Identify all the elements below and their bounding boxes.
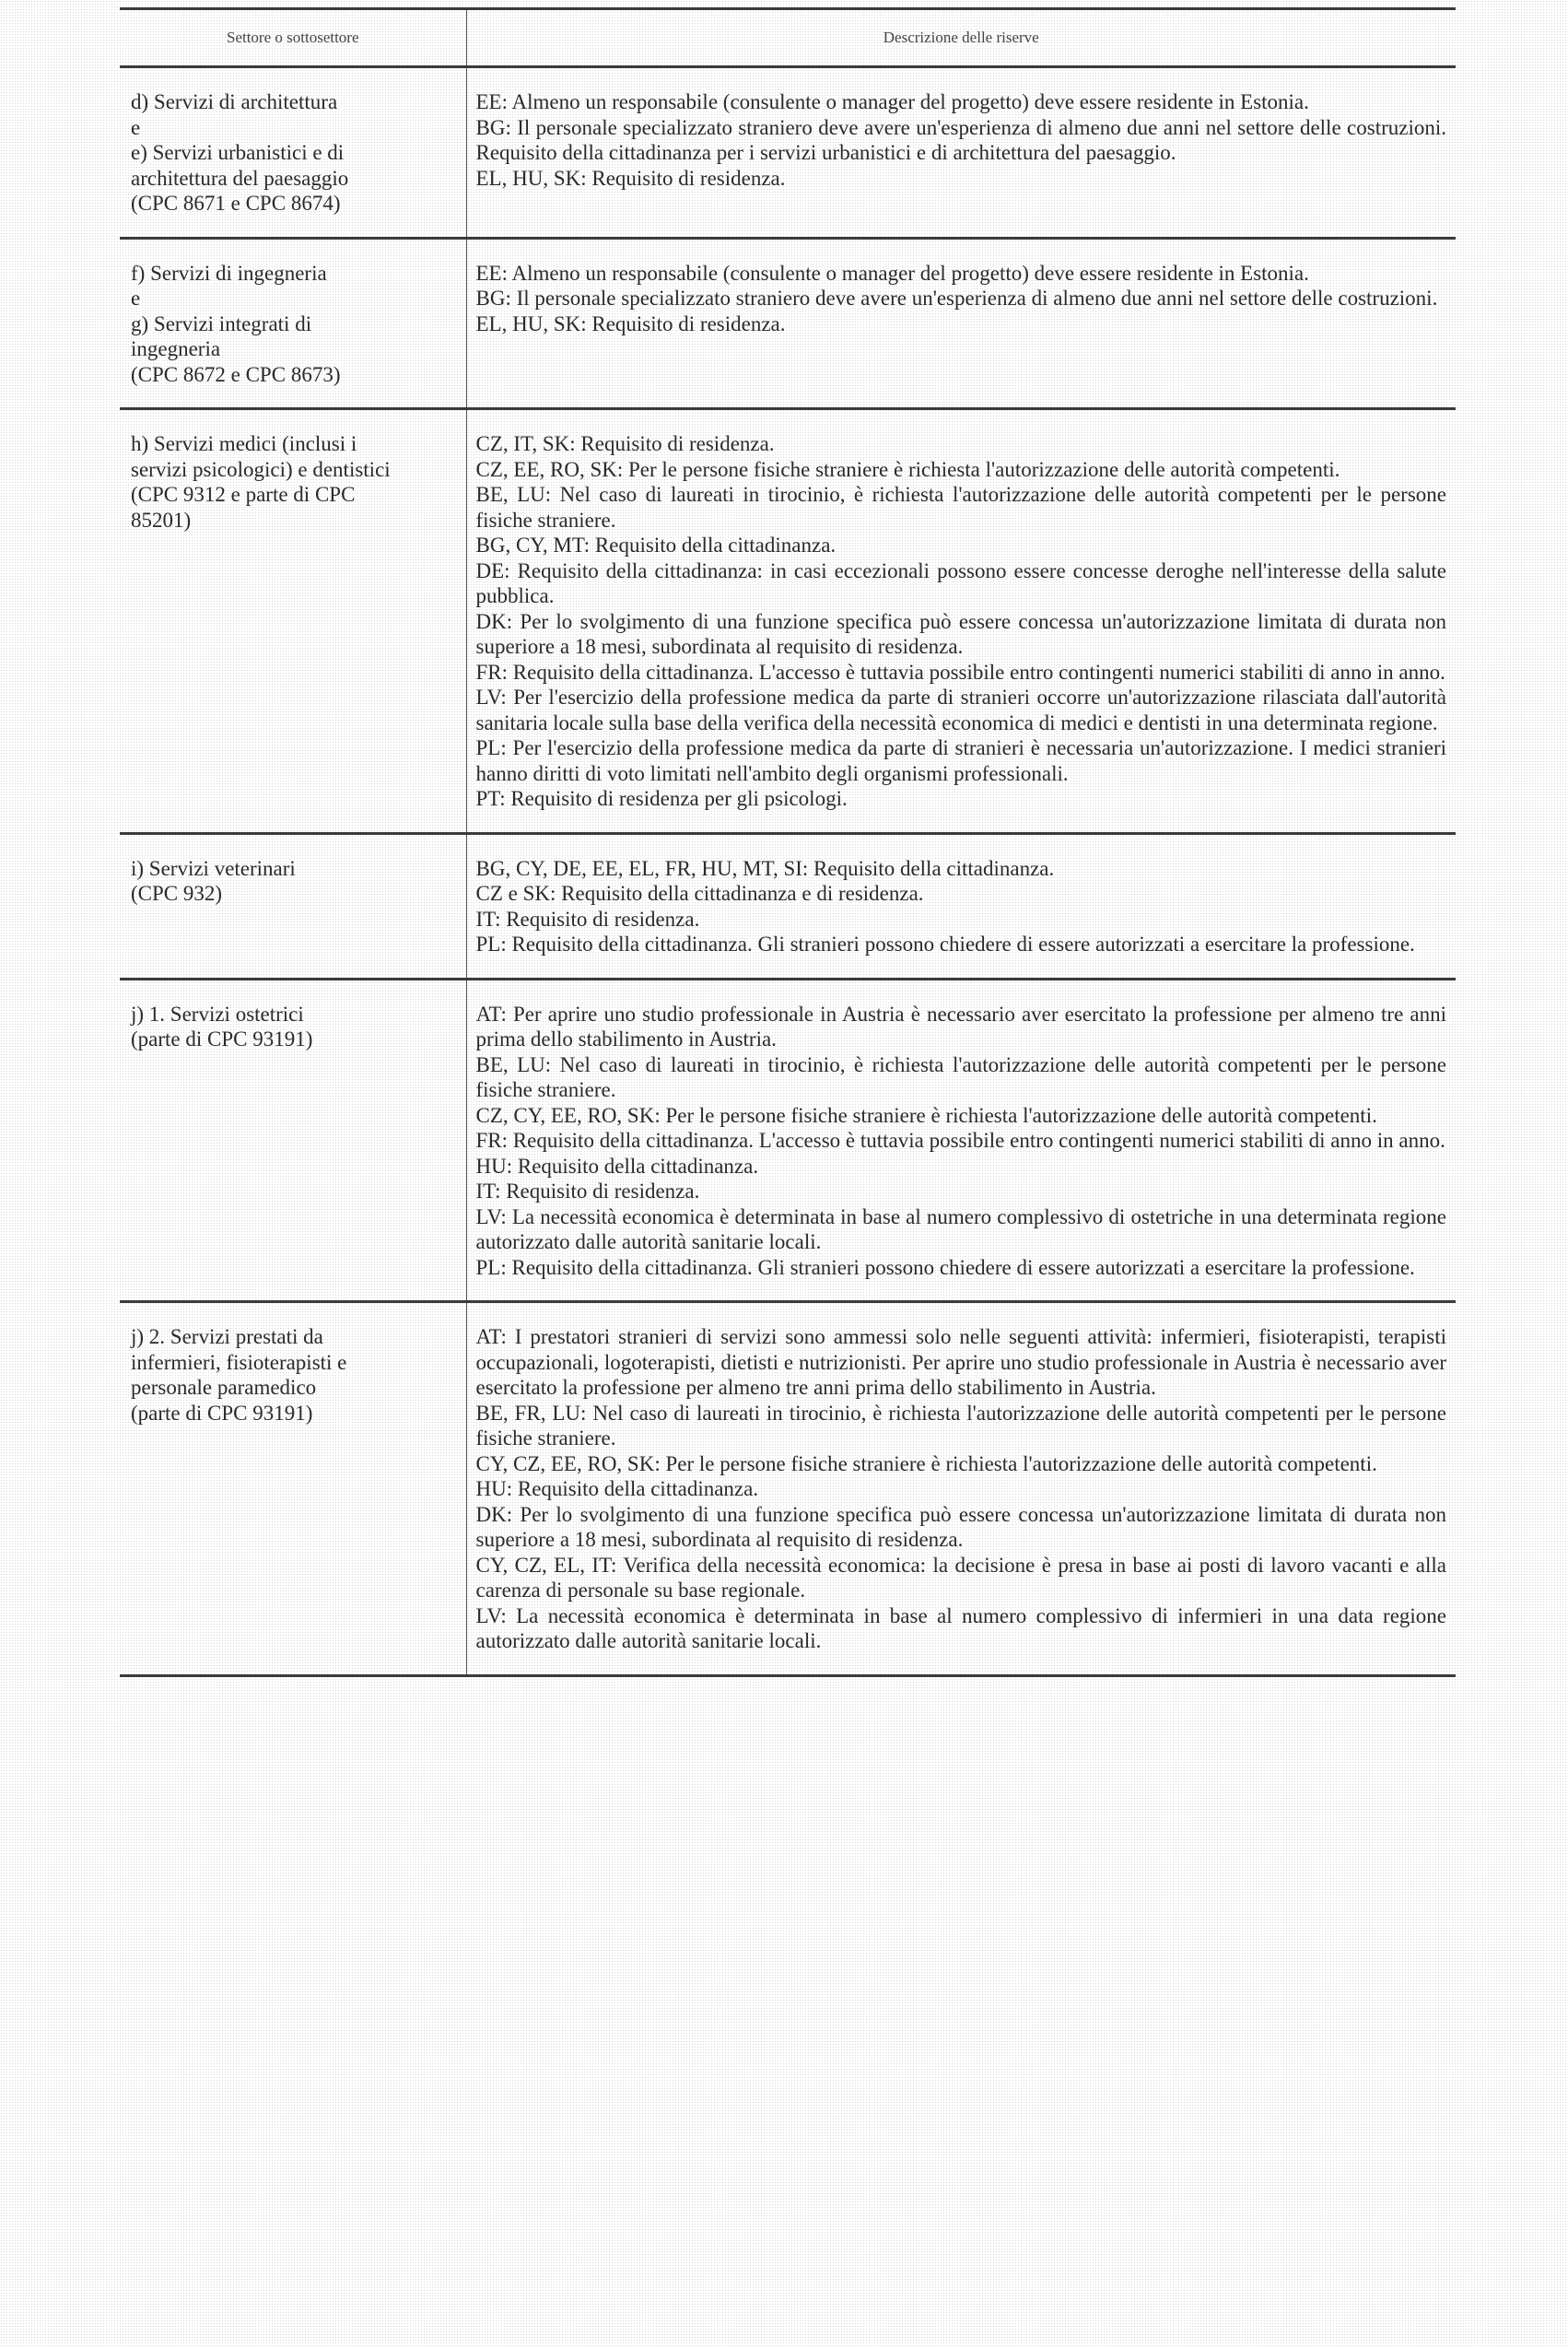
reservation-entry: IT: Requisito di residenza. (475, 907, 700, 931)
sector-line: g) Servizi integrati di (131, 311, 312, 335)
reservation-entry: DK: Per lo svolgimento di una funzione specifica può essere concessa un'autorizzazione limitata di durata non superiore a 18 mesi, subordinata al requisito di residenza. (475, 609, 1446, 658)
sector-cell (120, 409, 466, 834)
sector-line: f) Servizi di ingegneria (131, 261, 327, 285)
description-cell (466, 67, 1456, 239)
reservation-entry: HU: Requisito della cittadinanza. (475, 1154, 759, 1178)
reservation-entry: CY, CZ, EE, RO, SK: Per le persone fisiche straniere è richiesta l'autorizzazione delle autorità competenti. (475, 1451, 1377, 1475)
reservation-entry: LV: Per l'esercizio della professione medica da parte di stranieri occorre un'autorizzazione rilasciata dall'autorità sanitaria locale sulla base della verifica della necessità economica di medici e dentisti in una determinata regione. (475, 686, 1446, 734)
sector-line: 85201) (131, 508, 192, 532)
reservation-entry: PL: Requisito della cittadinanza. Gli stranieri possono chiedere di essere autorizzati a esercitare la professione. (475, 1255, 1415, 1279)
sector-cell (120, 833, 466, 979)
sector-line: (parte di CPC 93191) (131, 1027, 313, 1051)
reservation-entry: EE: Almeno un responsabile (consulente o manager del progetto) deve essere residente in Estonia. (475, 90, 1309, 113)
reservation-entry: PT: Requisito di residenza per gli psicologi. (475, 787, 848, 810)
reservation-entry: BE, LU: Nel caso di laureati in tirocinio, è richiesta l'autorizzazione delle autorità competenti per le persone fisiche straniere. (475, 1052, 1446, 1101)
reservation-entry: BG, CY, DE, EE, EL, FR, HU, MT, SI: Requisito della cittadinanza. (475, 856, 1055, 880)
table-header-row (120, 9, 1456, 67)
sector-line: personale paramedico (131, 1376, 317, 1399)
reservation-entry: BE, FR, LU: Nel caso di laureati in tirocinio, è richiesta l'autorizzazione delle autorità competenti per le persone fisiche straniere. (475, 1401, 1446, 1450)
reservation-entry: LV: La necessità economica è determinata in base al numero complessivo di infermieri in una data regione autorizzato dalle autorità sanitarie locali. (475, 1603, 1446, 1652)
reservation-entry: BE, LU: Nel caso di laureati in tirocinio, è richiesta l'autorizzazione delle autorità competenti per le persone fisiche straniere. (475, 483, 1446, 532)
table-row (120, 979, 1456, 1302)
table-row (120, 833, 1456, 979)
reservation-entry: EL, HU, SK: Requisito di residenza. (475, 166, 786, 190)
sector-cell (120, 979, 466, 1302)
reservation-entry: CZ, CY, EE, RO, SK: Per le persone fisiche straniere è richiesta l'autorizzazione delle autorità competenti. (475, 1103, 1377, 1127)
reservation-entry: CZ, IT, SK: Requisito di residenza. (475, 432, 775, 455)
description-cell (466, 979, 1456, 1302)
reservation-entry: CZ e SK: Requisito della cittadinanza e di residenza. (475, 882, 924, 905)
header-description: Descrizione delle riserve (466, 9, 1456, 67)
sector-cell (120, 1302, 466, 1676)
sector-line: (CPC 9312 e parte di CPC (131, 483, 356, 506)
reservations-document (120, 7, 1456, 1677)
sector-cell (120, 67, 466, 239)
sector-line: (CPC 932) (131, 882, 223, 905)
reservation-entry: CZ, EE, RO, SK: Per le persone fisiche straniere è richiesta l'autorizzazione delle autorità competenti. (475, 457, 1340, 481)
reservation-entry: PL: Per l'esercizio della professione medica da parte di stranieri è necessaria un'autorizzazione. I medici stranieri hanno diritti di voto limitati nell'ambito degli organismi professionali. (475, 736, 1446, 785)
table-row (120, 1302, 1456, 1676)
reservation-entry: DE: Requisito della cittadinanza: in casi eccezionali possono essere concesse deroghe nell'interesse della salute pubblica. (475, 558, 1446, 607)
reservation-entry: LV: La necessità economica è determinata in base al numero complessivo di ostetriche in una determinata regione autorizzato dalle autorità sanitarie locali. (475, 1204, 1446, 1253)
sector-line: architettura del paesaggio (131, 166, 349, 190)
sector-line: e (131, 115, 141, 139)
sector-line: j) 2. Servizi prestati da (131, 1325, 323, 1348)
description-cell (466, 833, 1456, 979)
table-row (120, 238, 1456, 409)
reservation-entry: BG: Il personale specializzato straniero deve avere un'esperienza di almeno due anni nel settore delle costruzioni. (475, 287, 1438, 310)
table-row (120, 67, 1456, 239)
reservation-entry: FR: Requisito della cittadinanza. L'accesso è tuttavia possibile entro contingenti numerici stabiliti di anno in anno. (475, 660, 1445, 684)
sector-line: servizi psicologici) e dentistici (131, 457, 391, 481)
table-body (120, 67, 1456, 1676)
sector-line: j) 1. Servizi ostetrici (131, 1002, 304, 1026)
reservation-entry: BG: Il personale specializzato straniero deve avere un'esperienza di almeno due anni nel settore delle costruzioni. Requisito della cittadinanza per i servizi urbanistici e di architettura del paesaggio. (475, 115, 1446, 164)
reservations-table (120, 7, 1456, 1677)
sector-line: d) Servizi di architettura (131, 90, 338, 113)
reservation-entry: EL, HU, SK: Requisito di residenza. (475, 311, 786, 335)
reservation-entry: EE: Almeno un responsabile (consulente o manager del progetto) deve essere residente in Estonia. (475, 261, 1309, 285)
sector-line: (CPC 8671 e CPC 8674) (131, 192, 341, 215)
description-cell (466, 1302, 1456, 1676)
header-sector: Settore o sottosettore (120, 9, 466, 67)
reservation-entry: HU: Requisito della cittadinanza. (475, 1477, 759, 1500)
reservation-entry: FR: Requisito della cittadinanza. L'accesso è tuttavia possibile entro contingenti numerici stabiliti di anno in anno. (475, 1129, 1445, 1152)
reservation-entry: BG, CY, MT: Requisito della cittadinanza. (475, 534, 837, 557)
sector-line: e) Servizi urbanistici e di (131, 141, 345, 164)
sector-line: infermieri, fisioterapisti e (131, 1350, 347, 1374)
sector-line: (parte di CPC 93191) (131, 1401, 313, 1425)
sector-line: (CPC 8672 e CPC 8673) (131, 362, 341, 386)
reservation-entry: AT: I prestatori stranieri di servizi sono ammessi solo nelle seguenti attività: infermieri, fisioterapisti, terapisti occupazionali, logoterapisti, dietisti e nutrizionisti. Per aprire uno studio professionale in Austria è necessario aver esercitato la professione per almeno tre anni prima dello stabilimento in Austria. (475, 1325, 1446, 1399)
reservation-entry: DK: Per lo svolgimento di una funzione specifica può essere concessa un'autorizzazione limitata di durata non superiore a 18 mesi, subordinata al requisito di residenza. (475, 1502, 1446, 1551)
reservation-entry: CY, CZ, EL, IT: Verifica della necessità economica: la decisione è presa in base ai posti di lavoro vacanti e alla carenza di personale su base regionale. (475, 1553, 1446, 1602)
sector-line: h) Servizi medici (inclusi i (131, 432, 357, 455)
sector-line: i) Servizi veterinari (131, 856, 296, 880)
description-cell (466, 409, 1456, 834)
sector-cell (120, 238, 466, 409)
reservation-entry: IT: Requisito di residenza. (475, 1180, 700, 1203)
sector-line: e (131, 287, 141, 310)
reservation-entry: PL: Requisito della cittadinanza. Gli stranieri possono chiedere di essere autorizzati a esercitare la professione. (475, 933, 1415, 956)
table-row (120, 409, 1456, 834)
reservation-entry: AT: Per aprire uno studio professionale in Austria è necessario aver esercitato la professione per almeno tre anni prima dello stabilimento in Austria. (475, 1002, 1446, 1051)
description-cell (466, 238, 1456, 409)
sector-line: ingegneria (131, 337, 221, 360)
